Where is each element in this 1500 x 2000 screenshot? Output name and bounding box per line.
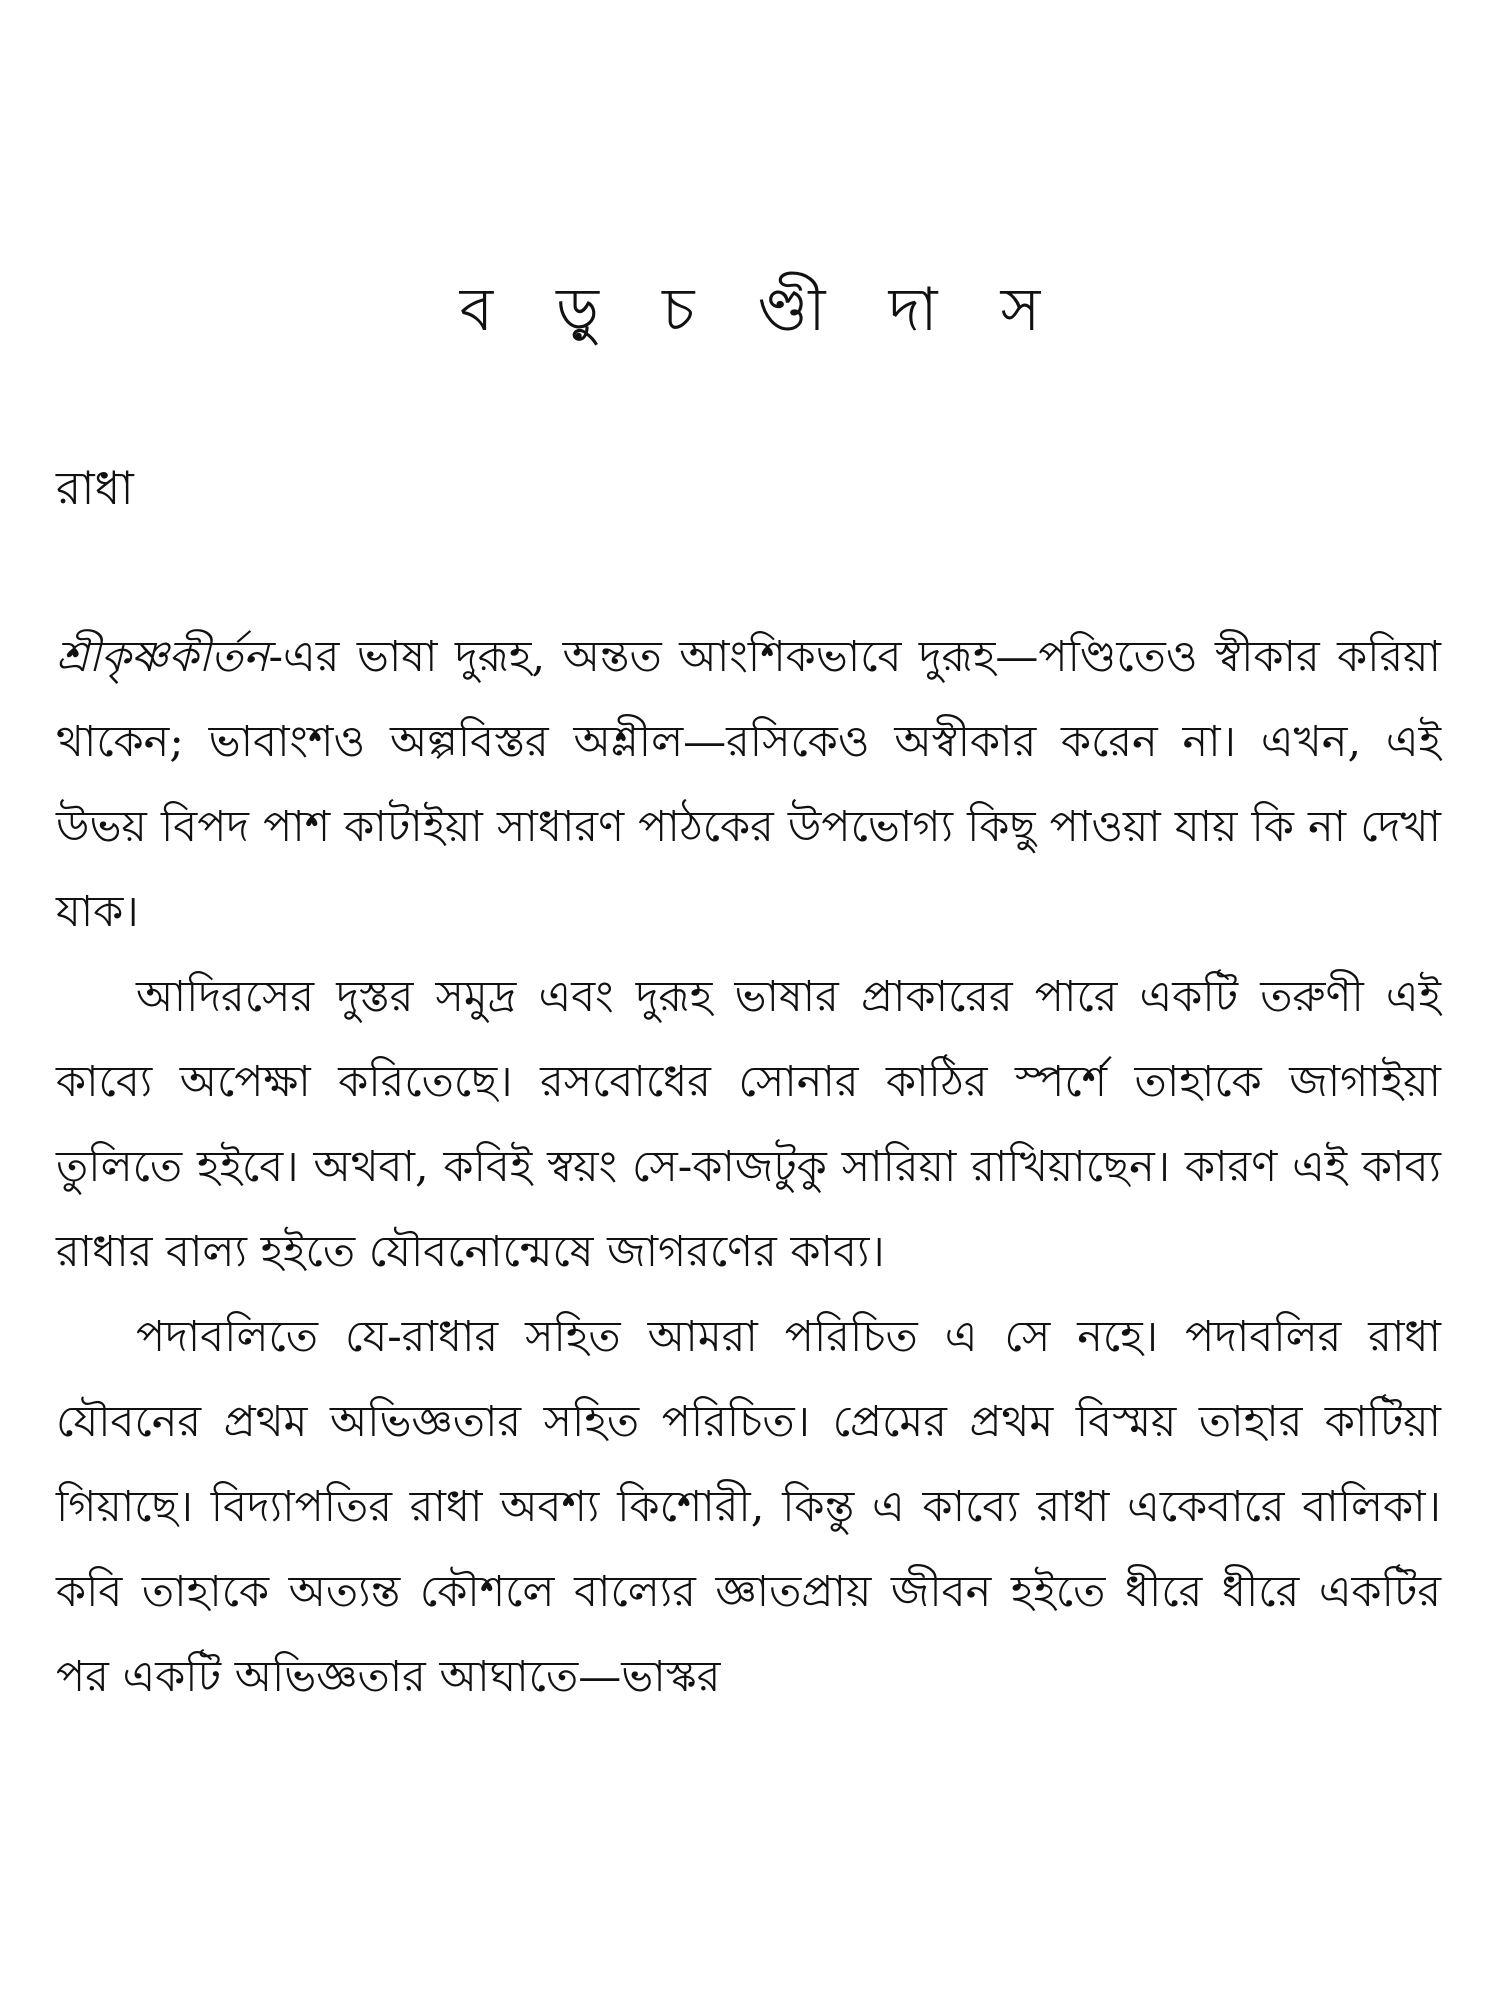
- section-heading: রাধা: [56, 461, 134, 515]
- paragraph-1: [56, 615, 1441, 955]
- paragraph-3: পদাবলিতে যে-রাধার সহিত আমরা পরিচিত এ সে নহে। পদাবলির রাধা যৌবনের প্রথম অভিজ্ঞতার সহিত পরিচিত। প্রেমের প্রথম বিস্ময় তাহার কাটিয়া গিয়াছে। বিদ্যাপতির রাধা অবশ্য কিশোরী, কিন্তু এ কাব্যে রাধা একেবারে বালিকা। কবি তাহাকে অত্যন্ত কৌশলে বাল্যের জ্ঞাতপ্রায় জীবন হইতে ধীরে ধীরে একটির পর একটি অভিজ্ঞতার আঘাতে—ভাস্কর: [56, 1312, 1441, 1702]
- paragraph-1-text: -এর ভাষা দুরূহ, অন্তত আংশিকভাবে দুরূহ—পণ্ডিতেও স্বীকার করিয়া থাকেন; ভাবাংশও অল্পবিস্তর অশ্লীল—রসিকেও অস্বীকার করেন না। এখন, এই উভয় বিপদ পাশ কাটাইয়া সাধারণ পাঠকের উপভোগ্য কিছু পাওয়া যায় কি না দেখা যাক।: [56, 632, 1441, 937]
- chapter-title: ব ড়ু চ ণ্ডী দা স: [459, 275, 1063, 345]
- paragraph-2: আদিরসের দুস্তর সমুদ্র এবং দুরূহ ভাষার প্রাকারের পারে একটি তরুণী এই কাব্যে অপেক্ষা করিতেছে। রসবোধের সোনার কাঠির স্পর্শে তাহাকে জাগাইয়া তুলিতে হইবে। অথবা, কবিই স্বয়ং সে-কাজটুকু সারিয়া রাখিয়াছেন। কারণ এই কাব্য রাধার বাল্য হইতে যৌবনোন্মেষে জাগরণের কাব্য।: [56, 972, 1441, 1277]
- body-text: [56, 615, 1441, 1720]
- book-title-italic: শ্রীকৃষ্ণকীর্তন: [56, 632, 269, 682]
